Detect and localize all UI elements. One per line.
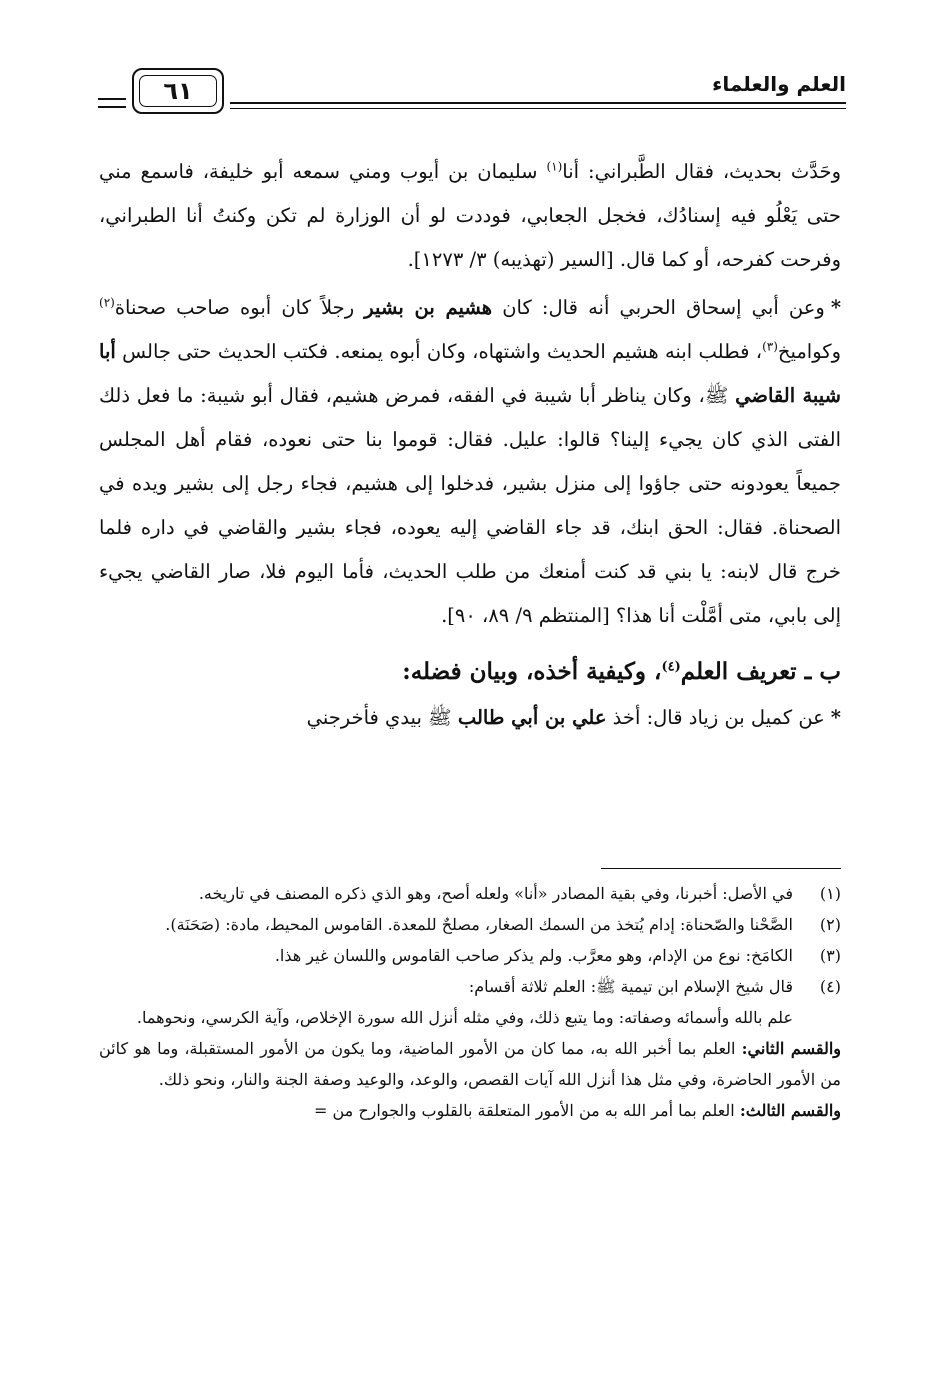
name-abu-shayba: أبا شيبة القاضي: [99, 340, 842, 407]
header-rule-thin: [230, 108, 846, 109]
page-number: ٦١: [163, 77, 193, 105]
name-ali: علي بن أبي طالب: [457, 706, 607, 729]
footnote-ref-4[interactable]: (٤): [661, 659, 681, 675]
footnote-4-second-category: والقسم الثاني: العلم بما أخبر الله به، مما كان من الأمور الماضية، وما يكون من الأمور المستقبلة، وما هو كائن من الأمور الحاضرة، وفي مثل هذا أنزل الله آيات القصص، والوعد، والوعيد وصفة الجنة والنار، ونحو ذلك.: [99, 1039, 841, 1089]
footnote-number: (٤): [819, 977, 841, 996]
paragraph-3: *عن كميل بن زياد قال: أخذ علي بن أبي طالب ﷺ بيدي فأخرجني: [306, 706, 841, 729]
paragraph-2: *وعن أبي إسحاق الحربي أنه قال: كان هشيم بن بشير رجلاً كان أبوه صاحب صحناة$^{(٢)}$ وكواميخ$^{(٣)}$، فطلب ابنه هشيم الحديث واشتهاه، وكان أبوه يمنعه. فكتب الحديث حتى جالس أبا شيبة القاضي ﷺ، وكان يناظر أبا شيبة في الفقه، فمرض هشيم، فقال أبو شيبة: ما فعل ذلك الفتى الذي كان يجيء إلينا؟ قالوا: عليل. فقال: قوموا بنا حتى نعوده، فقام أهل المجلس جميعاً يعودونه حتى جاؤوا إلى منزل بشير، فدخلوا إلى هشيم، فجاء رجل إلى بشير ويده في الصحناة. فقال: الحق ابنك، قد جاء القاضي إليه يعوده، فجاء بشير والقاضي في داره فلما خرج قال لابنه: يا بني قد كنت أمنعك من طلب الحديث، فأما اليوم فلا، صار القاضي يجيء إلى بابي، متى أمَّلْت أنا هذا؟ [المنتظم ٩/ ٨٩، ٩٠].: [99, 295, 842, 627]
footnote-separator: [601, 868, 841, 869]
star-marker: *: [830, 296, 842, 319]
header-rule-left-2: [98, 106, 126, 108]
footnote-4-third-category: والقسم الثالث: العلم بما أمر الله به من الأمور المتعلقة بالقلوب والجوارح من =: [313, 1101, 841, 1120]
header-rule: [230, 102, 846, 104]
section-heading: ب ـ تعريف العلم$^{(٤)}$، وكيفية أخذه، وبيان فضله:: [402, 658, 841, 685]
star-marker: *: [830, 706, 841, 729]
category-label: والقسم الثالث:: [739, 1101, 841, 1120]
footnote-ref-3[interactable]: (٣): [762, 339, 778, 354]
main-text: [99, 150, 841, 740]
page-header: [98, 68, 846, 118]
category-label: والقسم الثاني:: [741, 1039, 841, 1058]
footnote-4: [99, 971, 841, 1002]
page-number-frame: [132, 68, 224, 114]
footnote-2: [99, 909, 841, 940]
footnote-text: في الأصل: أخبرنا، وفي بقية المصادر «أنا» ولعله أصح، وهو الذي ذكره المصنف في تاريخه.: [198, 884, 793, 903]
name-hushaym: هشيم بن بشير: [364, 296, 493, 319]
running-title: العلم والعلماء: [712, 72, 846, 96]
footnote-3: [99, 940, 841, 971]
header-rule-left: [98, 98, 126, 100]
footnote-text: الكامَخ: نوع من الإدام، وهو معرَّب. ولم يذكر صاحب القاموس واللسان غير هذا.: [274, 946, 793, 965]
footnote-text: قال شيخ الإسلام ابن تيمية ﷺ: العلم ثلاثة أقسام:: [468, 977, 793, 996]
footnote-number: (١): [819, 884, 841, 903]
footnote-4-first-category: علم بالله وأسمائه وصفاته: وما يتبع ذلك، وفي مثله أنزل الله سورة الإخلاص، وآية الكرسي، ونحوهما.: [136, 1008, 793, 1027]
footnotes: [99, 878, 841, 1126]
footnote-number: (٣): [819, 946, 841, 965]
footnote-text: الصَّحْنا والصّحناة: إدام يُتخذ من السمك الصغار، مصلحٌ للمعدة. القاموس المحيط، مادة: (صَحَنَة).: [165, 915, 793, 934]
footnote-ref-1[interactable]: (١): [546, 159, 563, 174]
footnote-1: [99, 878, 841, 909]
footnote-ref-2[interactable]: (٢): [99, 295, 115, 310]
footnote-number: (٢): [819, 915, 841, 934]
paragraph-1: وحَدَّث بحديث، فقال الطَّبراني: أنا$^{(١)}$ سليمان بن أيوب ومني سمعه أبو خليفة، فاسمع مني حتى يَعْلُو فيه إسنادُك، فخجل الجعابي، فوددت لو أن الوزارة لم تكن وكنتُ أنا الطبراني، وفرحت كفرحه، أو كما قال. [السير (تهذيبه) ٣/ ١٢٧٣].: [99, 159, 841, 271]
